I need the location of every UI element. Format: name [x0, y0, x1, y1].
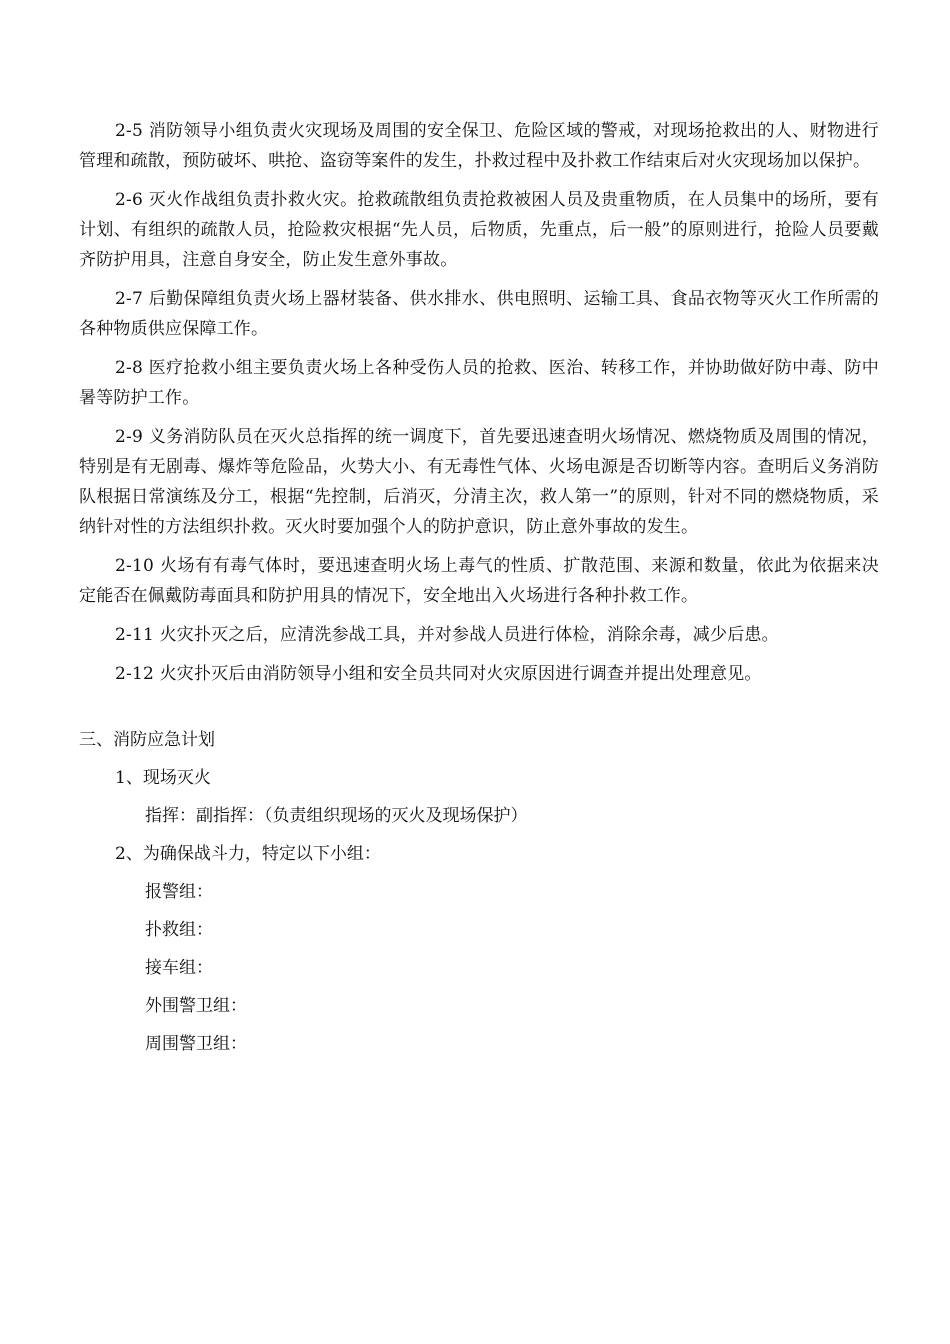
- paragraph-2-5: 2-5 消防领导小组负责火灾现场及周围的安全保卫、危险区域的警戒，对现场抢救出的人、财物进行管理和疏散，预防破坏、哄抢、盗窃等案件的发生，扑救过程中及扑救工作结束后对火灾现场加以保护。: [79, 121, 879, 171]
- list-item-on-site-firefighting: 1、现场灭火: [115, 768, 211, 788]
- paragraph-2-12: 2-12 火灾扑灭后由消防领导小组和安全员共同对火灾原因进行调查并提出处理意见。: [115, 664, 762, 684]
- section-spacer: [79, 689, 879, 725]
- paragraph-2-7: 2-7 后勤保障组负责火场上器材装备、供水排水、供电照明、运输工具、食品衣物等灭火工作所需的各种物质供应保障工作。: [79, 289, 879, 339]
- paragraph-2-8: 2-8 医疗抢救小组主要负责火场上各种受伤人员的抢救、医治、转移工作，并协助做好防中毒、防中暑等防护工作。: [79, 358, 879, 408]
- paragraph-2-9: 2-9 义务消防队员在灭火总指挥的统一调度下，首先要迅速查明火场情况、燃烧物质及周围的情况，特别是有无剧毒、爆炸等危险品，火势大小、有无毒性气体、火场电源是否切断等内容。查明后义务消防队根据日常演练及分工，根据“先控制，后消灭，分清主次，救人第一”的原则，针对不同的燃烧物质，采纳针对性的方法组织扑救。灭火时要加强个人的防护意识，防止意外事故的发生。: [79, 427, 879, 537]
- group-firefighting: 扑救组：: [145, 920, 213, 940]
- group-alarm: 报警组：: [145, 882, 213, 902]
- paragraph-2-11: 2-11 火灾扑灭之后，应清洗参战工具，并对参战人员进行体检，消除余毒，减少后患。: [115, 625, 779, 645]
- group-perimeter-guard: 周围警卫组：: [145, 1034, 247, 1054]
- group-vehicle-reception: 接车组：: [145, 958, 213, 978]
- section-heading: 三、消防应急计划: [79, 730, 215, 750]
- command-assignment-line: 指挥：副指挥：（负责组织现场的灭火及现场保护）: [145, 806, 528, 826]
- list-item-team-setup: 2、为确保战斗力，特定以下小组：: [115, 844, 381, 864]
- document-body: [79, 116, 879, 1067]
- paragraph-2-6: 2-6 灭火作战组负责扑救火灾。抢救疏散组负责抢救被困人员及贵重物质，在人员集中的场所，要有计划、有组织的疏散人员，抢险救灾根据“先人员，后物质，先重点，后一般”的原则进行，抢险人员要戴齐防护用具，注意自身安全，防止发生意外事故。: [79, 190, 879, 270]
- paragraph-2-10: 2-10 火场有有毒气体时，要迅速查明火场上毒气的性质、扩散范围、来源和数量，依此为依据来决定能否在佩戴防毒面具和防护用具的情况下，安全地出入火场进行各种扑救工作。: [79, 556, 879, 606]
- group-outer-guard: 外围警卫组：: [145, 996, 247, 1016]
